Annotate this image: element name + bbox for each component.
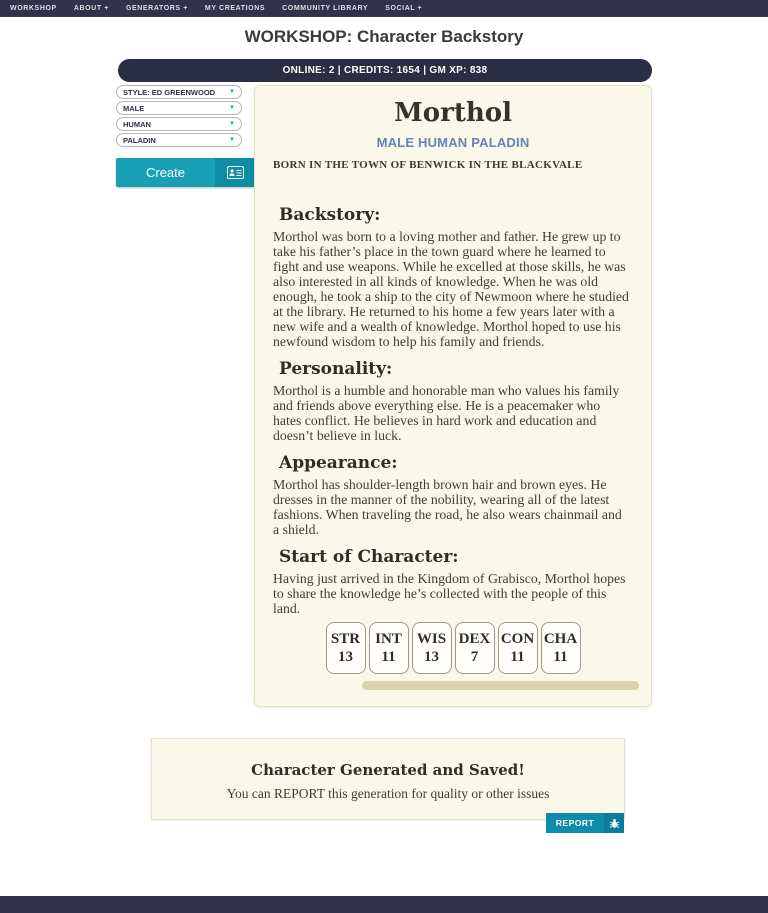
stat-label: CHA xyxy=(543,631,578,647)
nav-item-community-library[interactable]: COMMUNITY LIBRARY xyxy=(282,5,369,12)
stat-box-cha xyxy=(541,622,581,674)
stat-label: CON xyxy=(500,631,535,647)
bug-icon xyxy=(604,813,624,833)
stat-label: INT xyxy=(375,631,402,647)
style-dropdown[interactable] xyxy=(116,85,242,99)
nav-item-social[interactable]: SOCIAL + xyxy=(385,5,423,12)
stat-value: 7 xyxy=(470,649,479,665)
nav-item-about[interactable]: ABOUT + xyxy=(73,5,109,12)
character-origin: BORN IN THE TOWN OF BENWICK IN THE BLACKVALE xyxy=(273,159,583,171)
backstory-heading: Backstory: xyxy=(279,205,381,225)
create-button-label: Create xyxy=(145,165,186,180)
style-dropdown-value: STYLE: ED GREENWOOD xyxy=(123,87,216,97)
start-of-character-heading: Start of Character: xyxy=(279,547,459,567)
page-footer xyxy=(0,896,768,913)
stat-box-wis xyxy=(412,622,452,674)
stat-box-con xyxy=(498,622,538,674)
notice-title: Character Generated and Saved! xyxy=(251,761,525,779)
caret-down-icon: ▼ xyxy=(229,121,235,127)
generator-panel xyxy=(116,85,256,187)
caret-down-icon: ▼ xyxy=(229,89,235,95)
gender-dropdown-value: MALE xyxy=(123,103,145,113)
stat-value: 13 xyxy=(338,649,353,665)
stat-label: WIS xyxy=(416,631,447,647)
nav-item-generators[interactable]: GENERATORS + xyxy=(125,5,188,12)
stat-value: 11 xyxy=(381,649,396,665)
gender-dropdown[interactable] xyxy=(116,101,242,115)
stat-label: DEX xyxy=(458,631,491,647)
personality-text: Morthol is a humble and honorable man who values his family and friends above everything else. He is a peacemaker who hates conflict. He believes in hard work and education and doesn’t believe in luck. xyxy=(273,383,620,443)
stat-box-int xyxy=(369,622,409,674)
start-of-character-text: Having just arrived in the Kingdom of Grabisco, Morthol hopes to share the knowledge he’s collected with the people of this land. xyxy=(273,571,626,616)
caret-down-icon: ▼ xyxy=(229,105,235,111)
class-dropdown-value: PALADIN xyxy=(123,135,156,145)
stat-box-str xyxy=(326,622,366,674)
stat-value: 13 xyxy=(424,649,439,665)
character-name: Morthol xyxy=(394,98,512,128)
race-dropdown[interactable] xyxy=(116,117,242,131)
caret-down-icon: ▼ xyxy=(229,137,235,143)
nav-item-workshop[interactable]: WORKSHOP xyxy=(10,5,57,12)
backstory-text: Morthol was born to a loving mother and father. He grew up to take his father’s place in the town guard where he learned to fight and use weapons. While he excelled at those skills, he was also interested in all kinds of knowledge. When he was old enough, he took a ship to the city of Newmoon where he studied at the library. He returned to his home a few years later with a new wife and a wealth of knowledge. Morthol hoped to use his newfound wisdom to help his family and friends. xyxy=(273,229,629,349)
stat-value: 11 xyxy=(553,649,568,665)
status-bar xyxy=(118,59,652,82)
nav-item-my-creations[interactable]: MY CREATIONS xyxy=(204,5,266,12)
race-dropdown-value: HUMAN xyxy=(123,119,151,129)
character-subtitle: MALE HUMAN PALADIN xyxy=(376,135,530,150)
create-button[interactable] xyxy=(116,158,255,187)
appearance-heading: Appearance: xyxy=(279,453,398,473)
report-button-label: REPORT xyxy=(555,818,595,828)
report-button[interactable] xyxy=(546,813,624,833)
stat-value: 11 xyxy=(510,649,525,665)
class-dropdown[interactable] xyxy=(116,133,242,147)
stat-label: STR xyxy=(330,631,361,647)
generation-notice-card xyxy=(151,738,625,820)
status-text: ONLINE: 2 | CREDITS: 1654 | GM XP: 838 xyxy=(282,65,488,76)
personality-heading: Personality: xyxy=(279,359,393,379)
start-of-character-section xyxy=(273,547,633,616)
backstory-section xyxy=(273,205,633,349)
appearance-text: Morthol has shoulder-length brown hair and brown eyes. He dresses in the manner of the nobility, wearing all of the latest fashions. When traveling the road, he also wears chainmail and a shield. xyxy=(273,477,622,537)
character-sheet-card xyxy=(254,85,652,707)
appearance-section xyxy=(273,453,633,537)
stat-box-dex xyxy=(455,622,495,674)
notice-subtitle: You can REPORT this generation for quality or other issues xyxy=(226,786,550,801)
horizontal-scrollbar[interactable] xyxy=(362,681,639,690)
stat-block-row xyxy=(273,622,633,674)
top-nav xyxy=(0,0,768,17)
id-card-icon xyxy=(215,158,255,187)
page-title: WORKSHOP: Character Backstory xyxy=(244,27,524,46)
personality-section xyxy=(273,359,633,443)
